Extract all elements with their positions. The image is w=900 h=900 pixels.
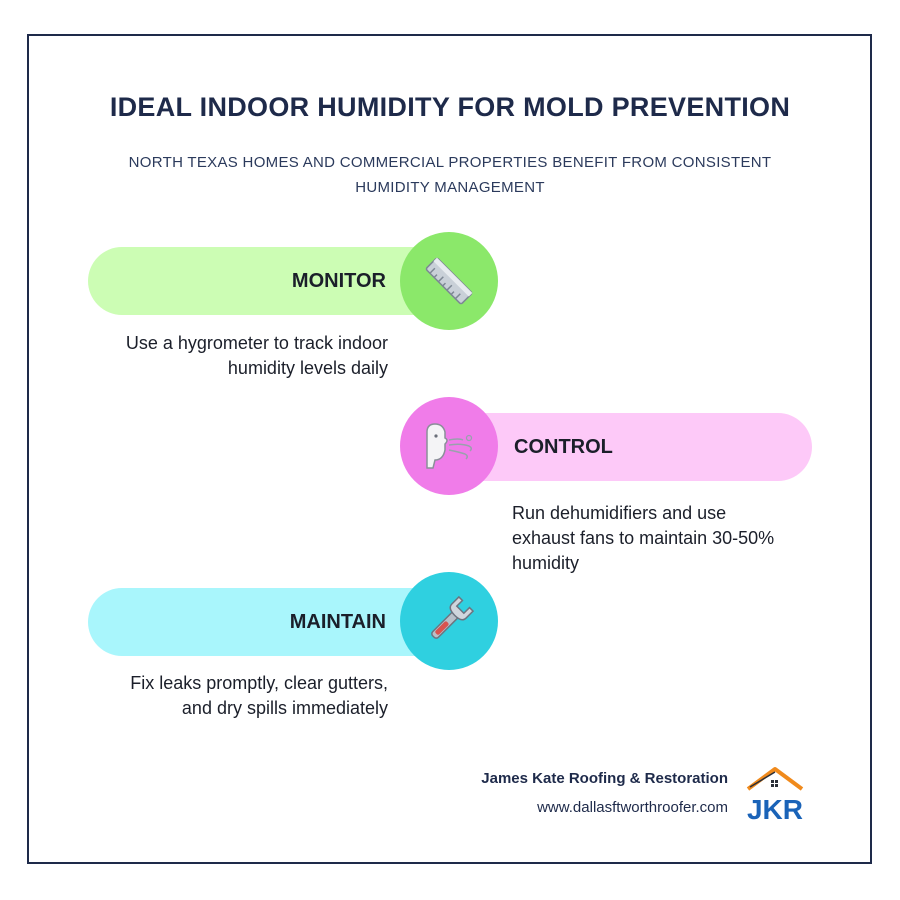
wrench-icon <box>421 593 477 649</box>
control-label: CONTROL <box>514 436 613 458</box>
monitor-circle <box>400 232 498 330</box>
svg-text:JKR: JKR <box>746 794 804 825</box>
control-pill <box>450 413 812 481</box>
monitor-label: MONITOR <box>291 270 386 292</box>
monitor-pill <box>88 247 448 315</box>
company-logo <box>744 763 806 825</box>
wind-face-icon <box>419 416 479 476</box>
page-title: IDEAL INDOOR HUMIDITY FOR MOLD PREVENTION <box>109 92 791 122</box>
control-circle <box>400 397 498 495</box>
brand-name: James Kate Roofing & Restoration <box>481 770 728 787</box>
control-description: Run dehumidifiers and use exhaust fans to maintain 30-50% humidity <box>512 503 775 573</box>
maintain-description: Fix leaks promptly, clear gutters, and dry spills immediately <box>130 673 388 718</box>
maintain-circle <box>400 572 498 670</box>
ruler-icon <box>420 252 478 310</box>
maintain-label: MAINTAIN <box>289 611 386 633</box>
brand-url[interactable]: www.dallasftworthroofer.com <box>537 799 728 816</box>
page-subtitle: NORTH TEXAS HOMES AND COMMERCIAL PROPERTIES BENEFIT FROM CONSISTENT HUMIDITY MANAGEMENT <box>128 154 772 196</box>
monitor-description: Use a hygrometer to track indoor humidity levels daily <box>125 333 388 378</box>
maintain-pill <box>88 588 448 656</box>
